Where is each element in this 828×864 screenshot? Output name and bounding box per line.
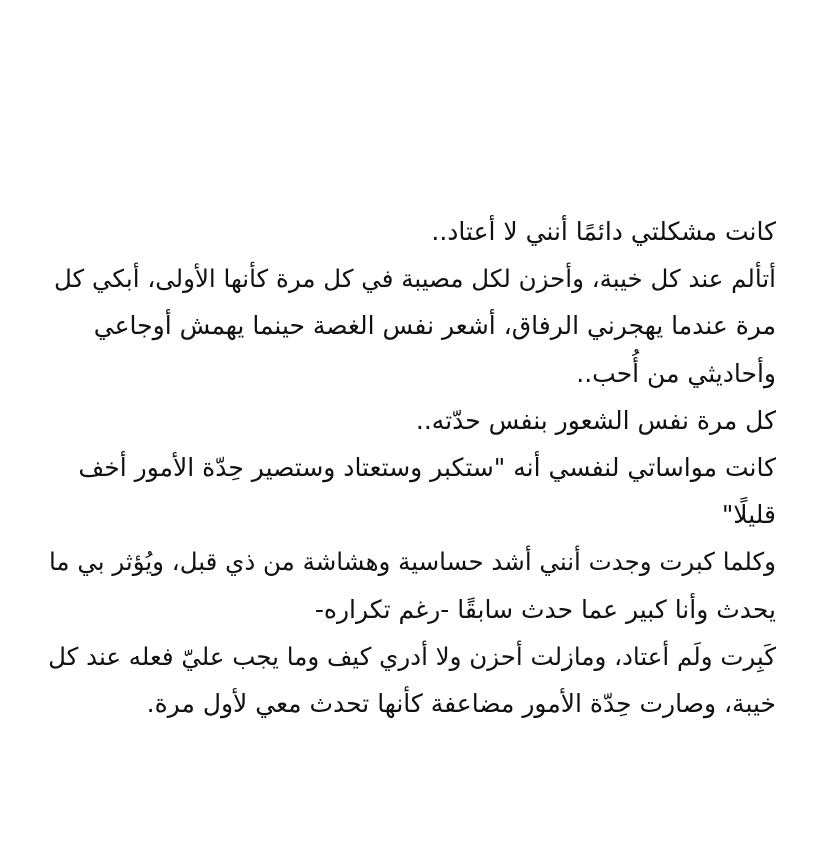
text-line-6: كانت مواساتي لنفسي أنه "ستكبر وستعتاد وستصير حِدّة الأمور أخف: [78, 452, 776, 482]
text-line-11: خيبة، وصارت حِدّة الأمور مضاعفة كأنها تحدث معي لأول مرة.: [146, 688, 776, 718]
text-line-4: وأحاديثي من أُحب..: [576, 358, 776, 388]
text-line-3: مرة عندما يهجرني الرفاق، أشعر نفس الغصة حينما يهمش أوجاعي: [93, 311, 776, 341]
text-block: [46, 208, 776, 727]
text-line-5: كل مرة نفس الشعور بنفس حدّته..: [415, 405, 776, 435]
text-line-2: أتألم عند كل خيبة، وأحزن لكل مصيبة في كل مرة كأنها الأولى، أبكي كل: [53, 264, 776, 294]
text-line-10: كَبِرت ولَم أعتاد، ومازلت أحزن ولا أدري كيف وما يجب عليّ فعله عند كل: [48, 641, 776, 671]
text-line-8: وكلما كبرت وجدت أنني أشد حساسية وهشاشة من ذي قبل، ويُؤثر بي ما: [48, 547, 776, 577]
text-line-1: كانت مشكلتي دائمًا أنني لا أعتاد..: [431, 217, 776, 246]
text-line-9: يحدث وأنا كبير عما حدث سابقًا -رغم تكراره-: [314, 594, 776, 624]
text-line-7: قليلًا": [721, 500, 776, 530]
